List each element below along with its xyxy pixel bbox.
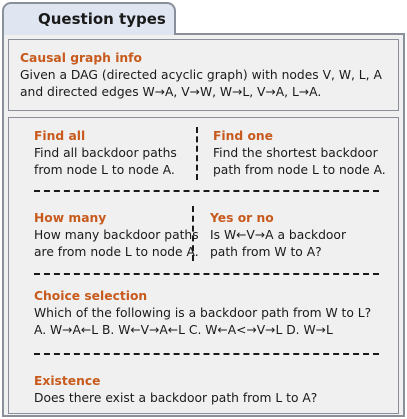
how-many-section bbox=[34, 210, 199, 261]
question-types-tab bbox=[2, 2, 176, 35]
find-all-line-1: Find all backdoor paths bbox=[34, 146, 177, 160]
find-all-section bbox=[34, 128, 177, 179]
horizontal-divider-2 bbox=[34, 273, 379, 275]
existence-section bbox=[34, 373, 317, 407]
find-one-line-2: path from node L to node A. bbox=[213, 163, 386, 177]
vertical-divider-2 bbox=[192, 206, 194, 261]
how-many-line-1: How many backdoor paths bbox=[34, 228, 199, 242]
causal-graph-section bbox=[20, 50, 382, 101]
choice-selection-question: Which of the following is a backdoor path from W to L? bbox=[34, 306, 372, 320]
find-all-line-2: from node L to node A. bbox=[34, 163, 175, 177]
how-many-line-2: are from node L to node A. bbox=[34, 245, 199, 259]
causal-graph-line-1: Given a DAG (directed acyclic graph) with nodes V, W, L, A bbox=[20, 68, 382, 82]
find-one-section bbox=[213, 128, 386, 179]
how-many-title: How many bbox=[34, 211, 107, 225]
yes-or-no-line-1: Is W←V→A a backdoor bbox=[210, 228, 347, 242]
vertical-divider-1 bbox=[196, 127, 198, 180]
choice-selection-title: Choice selection bbox=[34, 289, 148, 303]
question-types-title: Question types bbox=[38, 10, 166, 28]
yes-or-no-section bbox=[210, 210, 346, 261]
find-all-title: Find all bbox=[34, 129, 86, 143]
yes-or-no-line-2: path from W to A? bbox=[210, 245, 322, 259]
find-one-title: Find one bbox=[213, 129, 273, 143]
horizontal-divider-3 bbox=[34, 353, 379, 355]
existence-line-1: Does there exist a backdoor path from L to A? bbox=[34, 391, 318, 405]
causal-graph-line-2: and directed edges W→A, V→W, W→L, V→A, L→A. bbox=[20, 85, 322, 99]
existence-title: Existence bbox=[34, 374, 101, 388]
choice-selection-section bbox=[34, 288, 371, 339]
find-one-line-1: Find the shortest backdoor bbox=[213, 146, 378, 160]
choice-selection-options: A. W→A←L B. W←V→A←L C. W←A<→V→L D. W→L bbox=[34, 323, 333, 337]
yes-or-no-title: Yes or no bbox=[210, 211, 274, 225]
causal-graph-title: Causal graph info bbox=[20, 51, 142, 65]
horizontal-divider-1 bbox=[34, 190, 379, 192]
